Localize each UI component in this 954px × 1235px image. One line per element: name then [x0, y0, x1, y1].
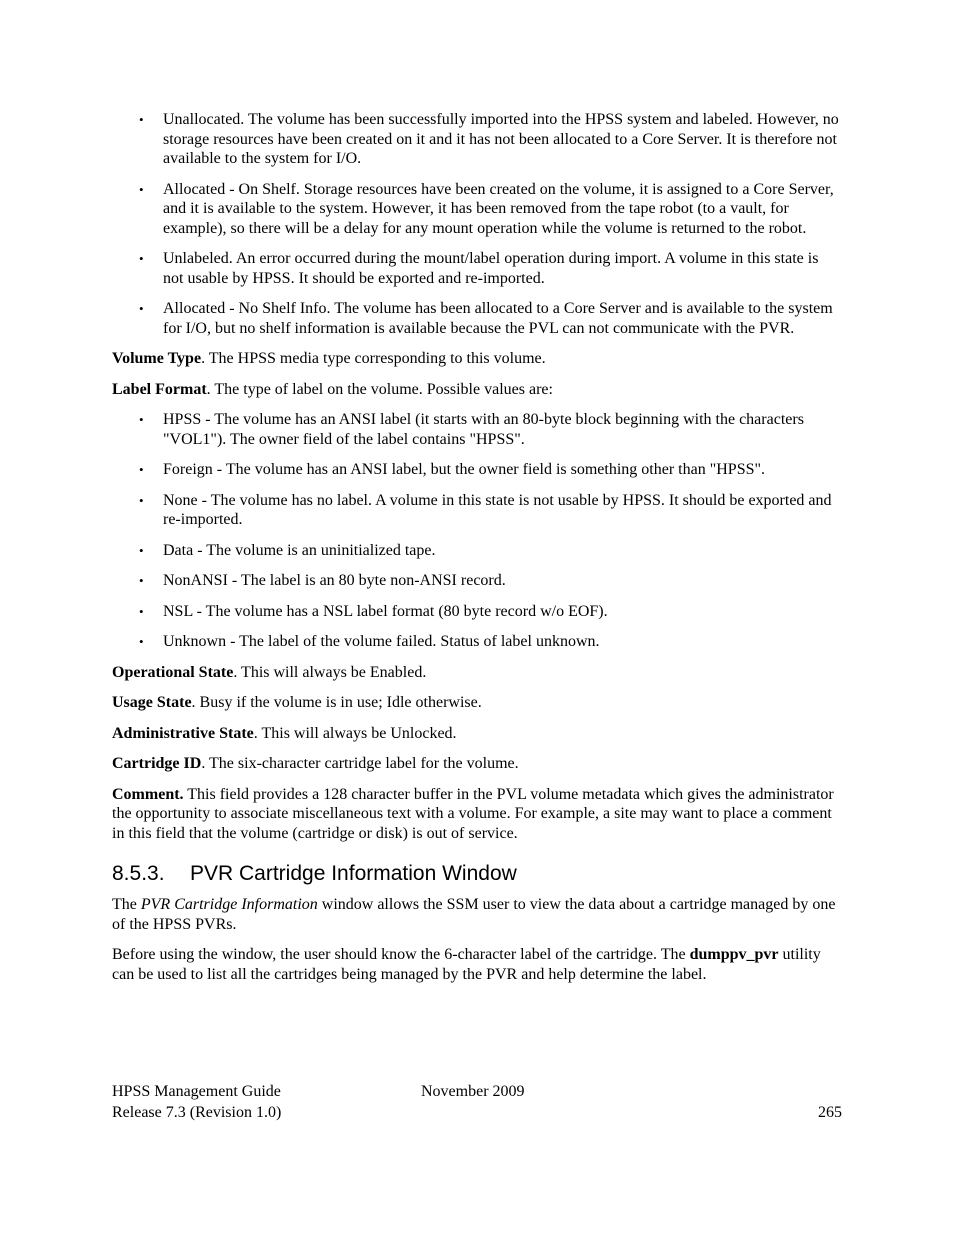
list-item-text: Allocated - No Shelf Info. The volume has been allocated to a Core Server and is available to the system for I/O, but no shelf information is available because the PVL can not communicate with the PVR.: [163, 300, 833, 337]
list-item: [112, 571, 842, 591]
before-using-pre: Before using the window, the user should know the 6-character label of the cartridge. The: [112, 946, 690, 963]
volume-type-paragraph: [112, 349, 842, 369]
label-format-list: [112, 410, 842, 652]
list-item-text: Unlabeled. An error occurred during the mount/label operation during import. A volume in this state is not usable by HPSS. It should be exported and re-imported.: [163, 250, 819, 287]
utility-name: dumppv_pvr: [689, 946, 779, 963]
list-item: [112, 180, 842, 239]
section-heading: [112, 861, 842, 887]
list-item: [112, 602, 842, 622]
volume-state-list: [112, 110, 842, 338]
list-item-text: NSL - The volume has a NSL label format (80 byte record w/o EOF).: [163, 602, 608, 620]
footer-release: Release 7.3 (Revision 1.0): [112, 1104, 282, 1121]
intro-pre: The: [112, 896, 141, 913]
label-format-paragraph: [112, 380, 842, 400]
bullet-icon: •: [139, 251, 144, 266]
bullet-icon: •: [139, 181, 144, 197]
operational-state-term: Operational State: [112, 663, 234, 681]
list-item-text: NonANSI - The label is an 80 byte non-ANSI record.: [163, 572, 506, 589]
footer-date: November 2009: [421, 1083, 525, 1100]
bullet-icon: •: [139, 112, 144, 127]
bullet-icon: •: [139, 542, 144, 558]
operational-state-paragraph: [112, 663, 842, 683]
page-body: [112, 110, 842, 995]
volume-type-desc: . The HPSS media type corresponding to this volume.: [201, 350, 546, 367]
bullet-icon: •: [139, 462, 144, 477]
footer-page-number: 265: [818, 1104, 842, 1121]
administrative-state-paragraph: [112, 724, 842, 744]
footer-guide-title: HPSS Management Guide: [112, 1083, 281, 1100]
label-format-desc: . The type of label on the volume. Possible values are:: [206, 380, 553, 398]
list-item-text: Unallocated. The volume has been successfully imported into the HPSS system and labeled. However, no storage resources have been created on it and it has not been allocated to a Core Server. It is therefore not available to the system for I/O.: [163, 111, 839, 167]
comment-term: Comment.: [112, 785, 184, 803]
bullet-icon: •: [139, 634, 144, 649]
usage-state-paragraph: [112, 693, 842, 713]
section-title: PVR Cartridge Information Window: [190, 862, 517, 885]
list-item: [112, 299, 842, 338]
volume-type-term: Volume Type: [112, 350, 202, 367]
bullet-icon: •: [139, 301, 144, 316]
comment-paragraph: [112, 785, 842, 844]
cartridge-id-paragraph: [112, 754, 842, 774]
cartridge-id-term: Cartridge ID: [112, 755, 202, 772]
list-item-text: Unknown - The label of the volume failed. Status of label unknown.: [163, 633, 600, 650]
usage-state-term: Usage State: [112, 694, 192, 711]
cartridge-id-desc: . The six-character cartridge label for the volume.: [201, 755, 519, 772]
list-item-text: None - The volume has no label. A volume in this state is not usable by HPSS. It should be exported and re-imported.: [163, 491, 832, 528]
bullet-icon: •: [139, 412, 144, 427]
usage-state-desc: . Busy if the volume is in use; Idle otherwise.: [191, 694, 482, 711]
page-footer: [112, 1082, 842, 1126]
operational-state-desc: . This will always be Enabled.: [233, 663, 427, 681]
list-item-text: Allocated - On Shelf. Storage resources have been created on the volume, it is assigned to a Core Server, and it is available to the system. However, it has been removed from the tape robot (to a vault, for example), so there will be a delay for any mount operation while the volume is returned to the robot.: [163, 180, 834, 237]
list-item: [112, 249, 842, 288]
bullet-icon: •: [139, 492, 144, 508]
list-item: [112, 541, 842, 561]
before-using-paragraph: [112, 945, 842, 984]
administrative-state-term: Administrative State: [112, 724, 254, 742]
list-item: [112, 491, 842, 530]
intro-paragraph: [112, 895, 842, 934]
bullet-icon: •: [139, 573, 144, 588]
label-format-term: Label Format: [112, 380, 207, 398]
section-number: 8.5.3.: [112, 862, 165, 885]
administrative-state-desc: . This will always be Unlocked.: [253, 724, 457, 742]
list-item-text: HPSS - The volume has an ANSI label (it starts with an 80-byte block beginning with the characters "VOL1"). The owner field of the label contains "HPSS".: [163, 411, 804, 448]
comment-desc: This field provides a 128 character buffer in the PVL volume metadata which gives the administrator the opportunity to associate miscellaneous text with a volume. For example, a site may want to place a comment in this field that the volume (cartridge or disk) is out of service.: [112, 785, 834, 842]
list-item: [112, 460, 842, 480]
bullet-icon: •: [139, 603, 144, 619]
intro-post: window allows the SSM user to view the data about a cartridge managed by one of the HPSS PVRs.: [112, 896, 836, 933]
list-item: [112, 632, 842, 652]
before-using-post: utility can be used to list all the cartridges being managed by the PVR and help determine the label.: [112, 946, 821, 983]
list-item: [112, 110, 842, 169]
list-item: [112, 410, 842, 449]
list-item-text: Data - The volume is an uninitialized tape.: [163, 541, 436, 559]
intro-window-name: PVR Cartridge Information: [140, 896, 318, 913]
list-item-text: Foreign - The volume has an ANSI label, but the owner field is something other than "HPSS".: [163, 461, 766, 478]
